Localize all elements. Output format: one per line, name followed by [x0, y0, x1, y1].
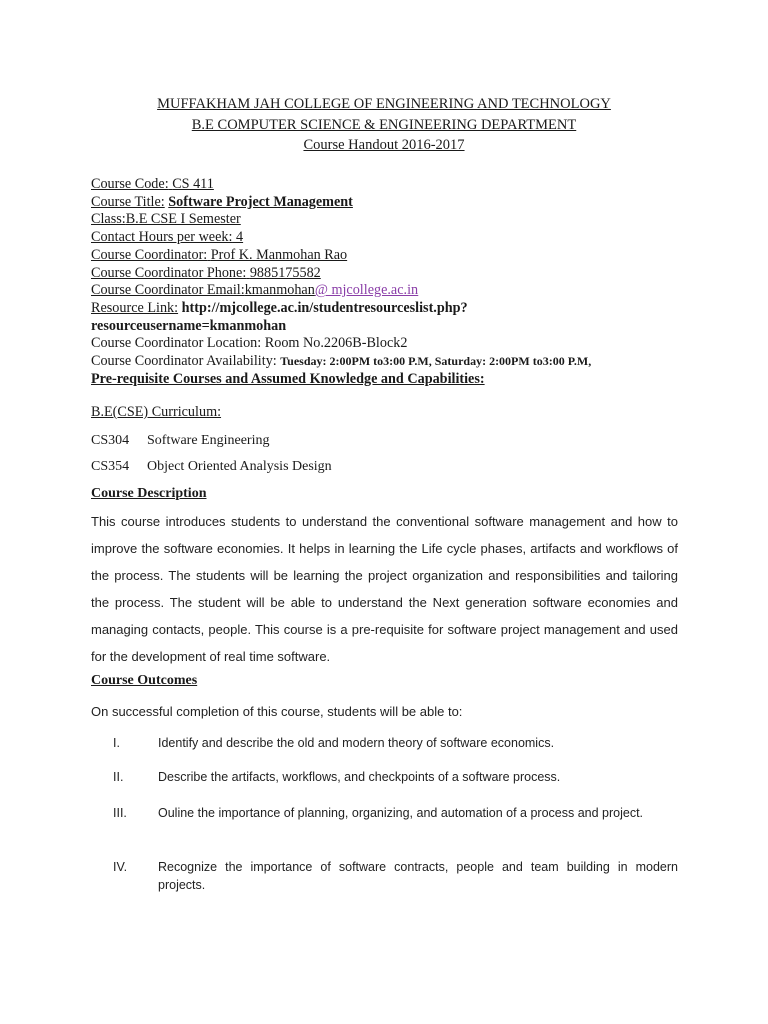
coordinator-phone-value: 9885175582	[249, 264, 321, 281]
course-code: CS304	[91, 433, 130, 448]
course-title-label: Course Title:	[91, 193, 165, 210]
department-heading	[0, 117, 768, 134]
class-value: B.E CSE I Semester	[125, 211, 241, 228]
resource-link-url-cont[interactable]: resourceusername=kmanmohan	[91, 317, 287, 334]
coordinator-email-link[interactable]: @ mjcollege.ac.in	[314, 282, 419, 299]
resource-link-label: Resource Link:	[91, 299, 179, 316]
handout-title: Course Handout 2016-2017	[303, 137, 465, 153]
coordinator-label: Course Coordinator:	[91, 246, 208, 263]
outcome-text: Recognize the importance of software contracts, people and team building in modern projects.	[158, 860, 678, 892]
curriculum-course-item	[91, 459, 332, 475]
curriculum-course-item	[91, 433, 269, 449]
class-row	[91, 211, 691, 229]
course-code: CS354	[91, 459, 130, 474]
handout-heading	[0, 137, 768, 154]
contact-hours-label: Contact Hours per week:	[91, 229, 233, 246]
coordinator-phone-row	[91, 265, 691, 283]
course-code-label: Course Code:	[91, 176, 169, 192]
course-outcomes-heading: Course Outcomes	[91, 673, 198, 688]
contact-hours-value: 4	[236, 229, 244, 246]
coordinator-email-label: Course Coordinator Email:	[91, 282, 245, 299]
course-name: Object Oriented Analysis Design	[147, 459, 332, 474]
course-title-row	[91, 194, 691, 212]
college-name-heading	[0, 96, 768, 113]
outcome-number: II.	[113, 770, 124, 784]
course-title-value: Software Project Management	[168, 193, 353, 210]
coordinator-phone-label: Course Coordinator Phone:	[91, 264, 247, 281]
coordinator-email-user: kmanmohan	[244, 282, 315, 299]
outcome-item	[113, 858, 678, 894]
outcome-item	[113, 804, 678, 822]
course-description-text: This course introduces students to understand the conventional software management and how to improve the software economies. It helps in learning the Life cycle phases, artifacts and workflows of the process. The students will be learning the project organization and responsibilities and tailoring the process. The student will be able to understand the Next generation software economies and managing contacts, people. This course is a pre-requisite for software project management and used for the development of real time software.	[91, 514, 678, 664]
coordinator-row	[91, 247, 691, 265]
coordinator-email-row	[91, 282, 691, 300]
coordinator-location-value: Room No.2206B-Block2	[264, 335, 408, 352]
coordinator-availability-row	[91, 353, 691, 371]
course-description-heading: Course Description	[91, 486, 207, 501]
coordinator-value: Prof K. Manmohan Rao	[210, 246, 348, 263]
outcome-number: III.	[113, 806, 127, 820]
contact-hours-row	[91, 229, 691, 247]
prerequisite-heading: Pre-requisite Courses and Assumed Knowledge and Capabilities:	[91, 370, 485, 387]
resource-link-row	[91, 300, 691, 318]
resource-link-row-cont	[91, 318, 691, 336]
outcome-text: Describe the artifacts, workflows, and checkpoints of a software process.	[158, 770, 561, 784]
outcome-text: Identify and describe the old and modern theory of software economics.	[158, 736, 555, 750]
department-name: B.E COMPUTER SCIENCE & ENGINEERING DEPARTMENT	[191, 117, 577, 133]
coordinator-availability-value: Tuesday: 2:00PM to3:00 P.M, Saturday: 2:00PM to3:00 P.M,	[280, 354, 592, 369]
resource-link-url[interactable]: http://mjcollege.ac.in/studentresourceslist.php?	[181, 299, 468, 316]
course-outcomes-intro: On successful completion of this course, students will be able to:	[91, 704, 463, 719]
outcome-number: IV.	[113, 860, 128, 874]
curriculum-heading: B.E(CSE) Curriculum:	[91, 404, 222, 420]
course-info	[91, 176, 691, 388]
course-name: Software Engineering	[147, 433, 270, 448]
outcome-item	[113, 734, 678, 752]
outcome-number: I.	[113, 736, 120, 750]
course-code-value: CS 411	[172, 176, 214, 192]
outcome-text: Ouline the importance of planning, organizing, and automation of a process and project.	[158, 806, 644, 820]
class-label: Class:	[91, 211, 126, 228]
coordinator-location-label: Course Coordinator Location:	[91, 335, 262, 352]
coordinator-location-row	[91, 335, 691, 353]
outcome-item	[113, 768, 678, 786]
coordinator-availability-label: Course Coordinator Availability:	[91, 353, 277, 370]
course-code-row	[91, 176, 691, 194]
college-name: MUFFAKHAM JAH COLLEGE OF ENGINEERING AND TECHNOLOGY	[157, 96, 611, 112]
